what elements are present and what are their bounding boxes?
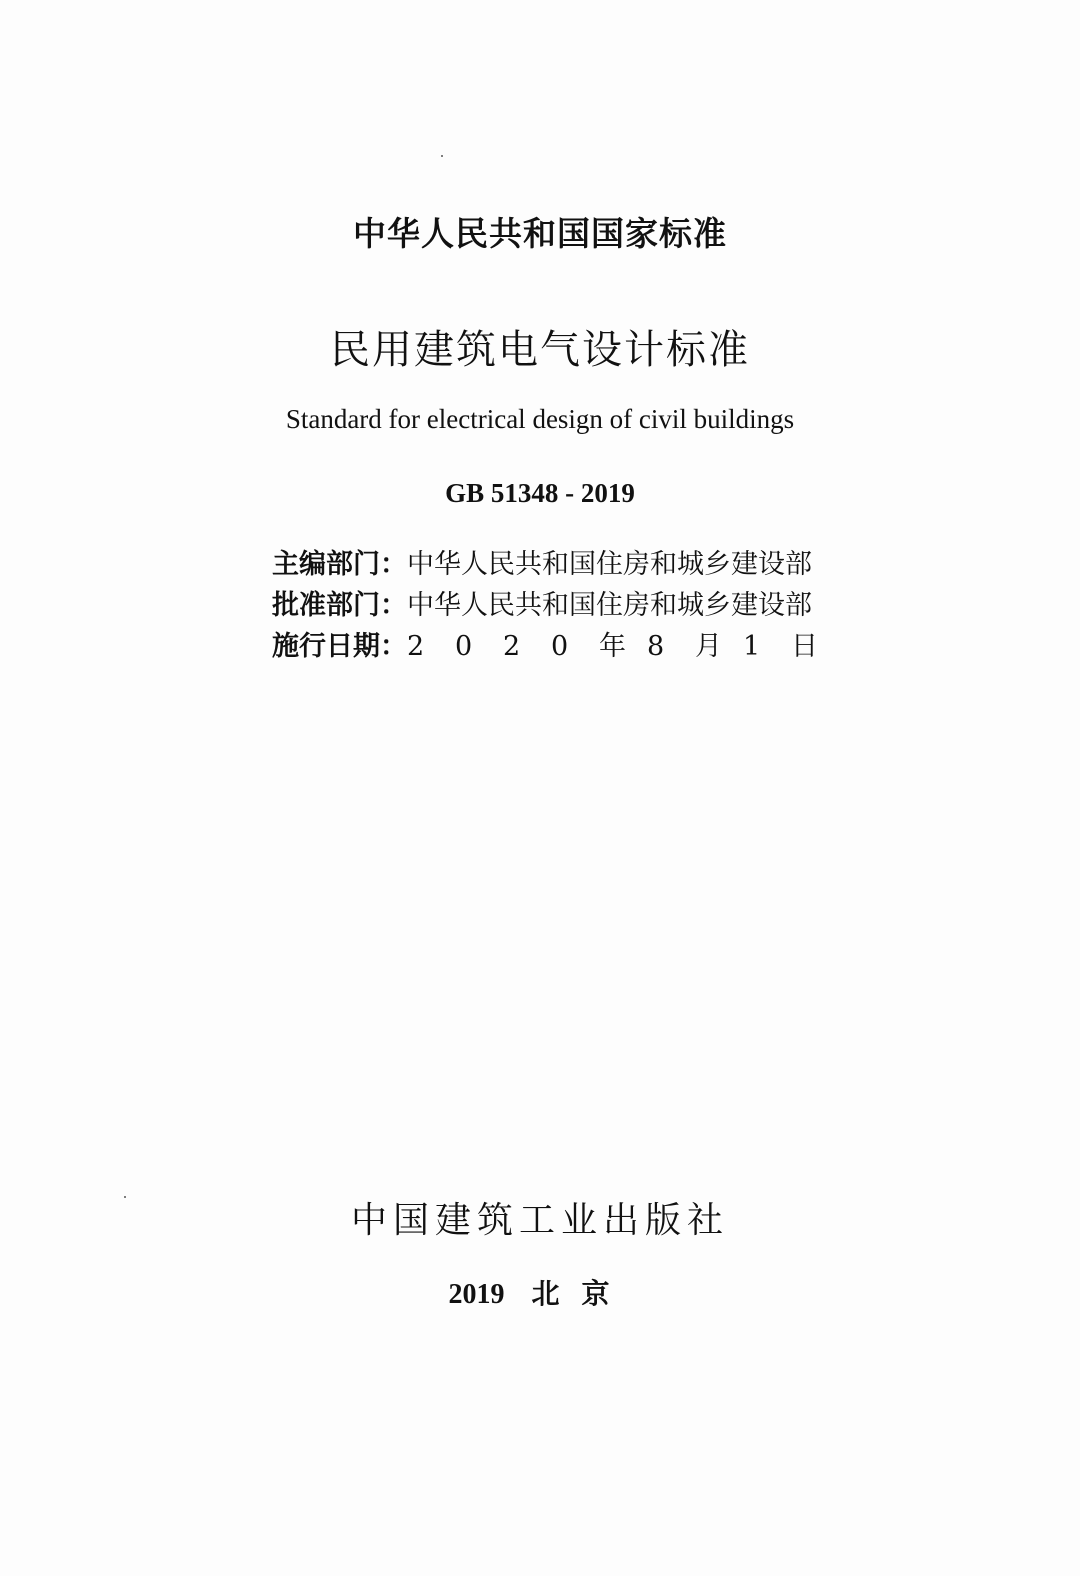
- approver-value: 中华人民共和国住房和城乡建设部: [407, 590, 812, 621]
- publication-year: 2019: [448, 1279, 505, 1310]
- date-char: 0: [551, 631, 569, 662]
- date-char: 0: [455, 631, 473, 662]
- standard-code: GB 51348 - 2019: [445, 478, 635, 508]
- editor-value: 中华人民共和国住房和城乡建设部: [407, 549, 812, 580]
- publication-year-city: [0, 1272, 1080, 1312]
- approver-row: [272, 585, 852, 626]
- effective-date-value: [407, 626, 839, 667]
- date-char: 2: [407, 631, 425, 662]
- publication-city: 北京: [531, 1277, 632, 1310]
- date-char: 日: [791, 631, 818, 662]
- scan-speck: [441, 155, 443, 157]
- editor-row: [272, 544, 852, 585]
- document-title-english: Standard for electrical design of civil buildings: [285, 404, 795, 434]
- document-title-chinese: 民用建筑电气设计标准: [330, 327, 750, 373]
- date-char: 1: [743, 631, 761, 662]
- date-char: 2: [503, 631, 521, 662]
- approver-label: 批准部门：: [272, 590, 407, 621]
- editor-label: 主编部门：: [272, 549, 407, 580]
- effective-date-row: [272, 626, 852, 667]
- standard-type-heading: 中华人民共和国国家标准: [353, 214, 727, 253]
- publication-info: [272, 544, 852, 667]
- effective-date-label: 施行日期：: [272, 631, 407, 662]
- date-char: 年: [599, 631, 626, 662]
- publisher-name: 中国建筑工业出版社: [350, 1200, 729, 1241]
- date-char: 8: [647, 631, 665, 662]
- date-char: 月: [695, 631, 722, 662]
